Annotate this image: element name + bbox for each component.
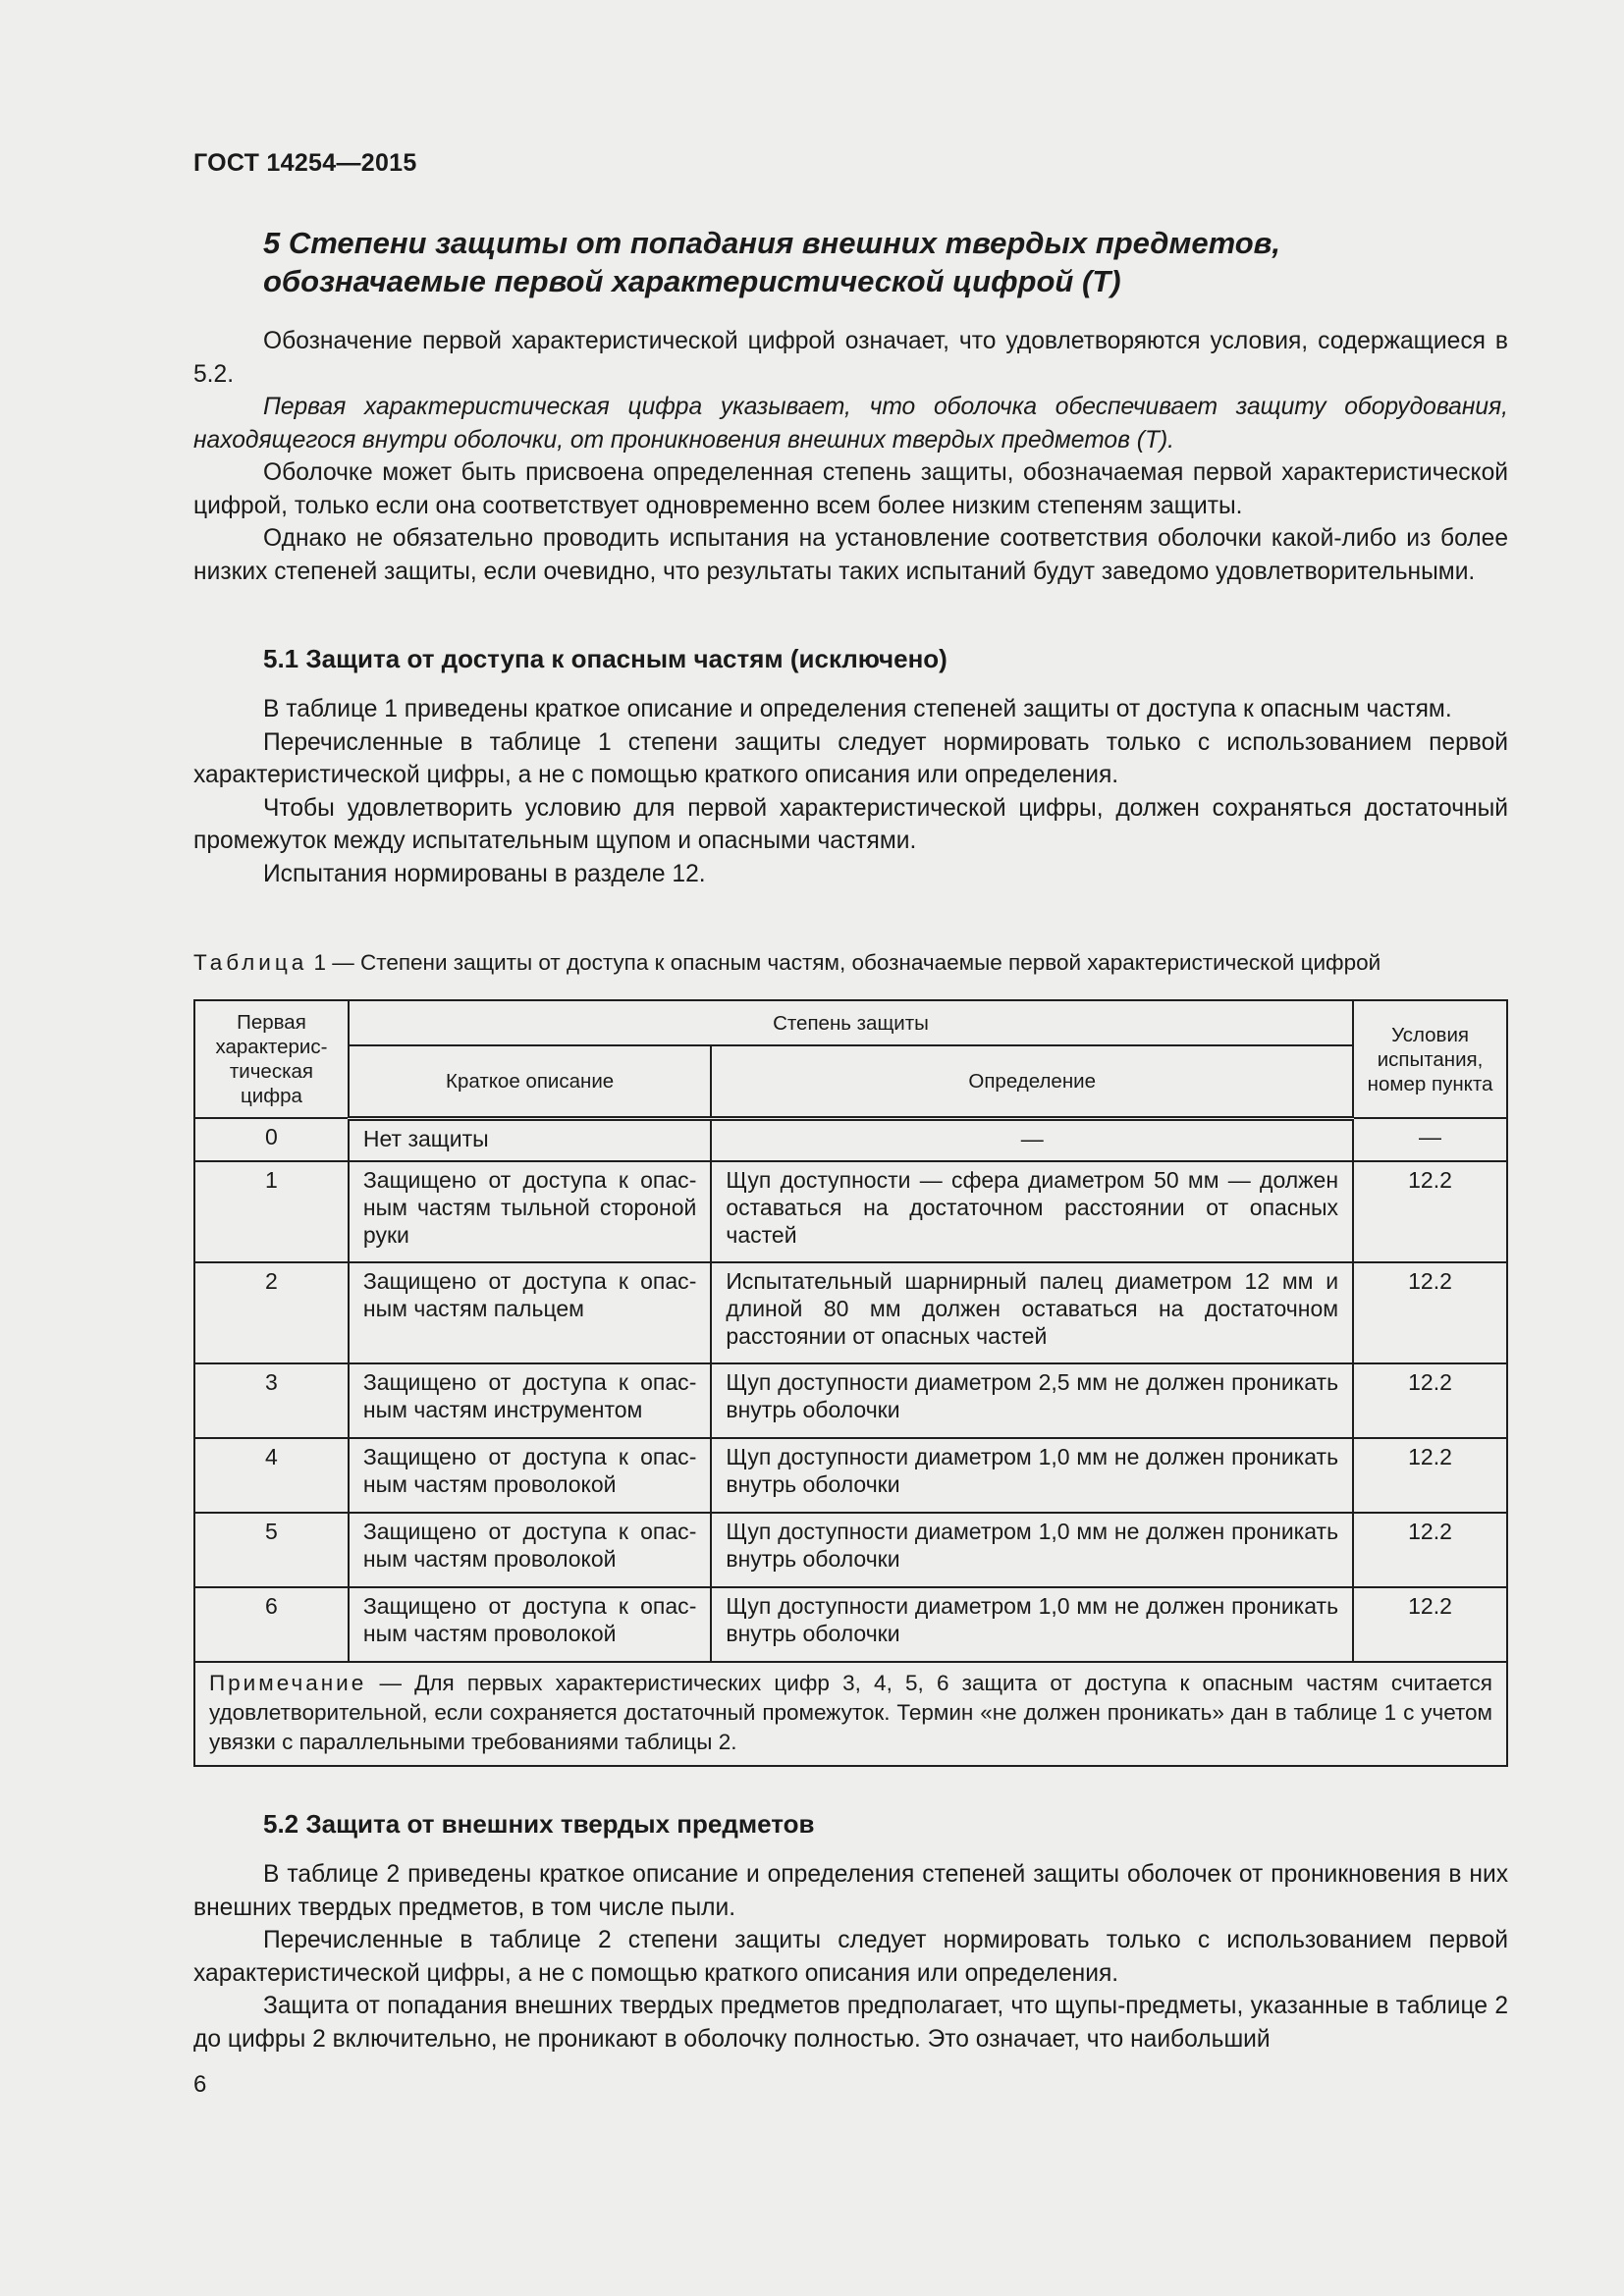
table-1 bbox=[193, 999, 1508, 1767]
paragraph: Защита от попадания внешних твердых предметов предполагает, что щупы-предметы, указанные в таблице 2 до цифры 2 включительно, не проникают в оболочку полностью. Это означает, что наибольший bbox=[193, 1993, 1508, 2053]
table-note-row bbox=[194, 1662, 1507, 1766]
document-header: ГОСТ 14254—2015 bbox=[193, 149, 417, 177]
cell-digit: 0 bbox=[194, 1118, 349, 1161]
cell-definition: Щуп доступности диаметром 1,0 мм не должен проникать внутрь оболочки bbox=[711, 1513, 1353, 1587]
header-definition: Определение bbox=[711, 1045, 1353, 1118]
cell-clause: 12.2 bbox=[1353, 1161, 1507, 1262]
section-5-title: 5 Степени защиты от попадания внешних твердых предметов, обозначаемые первой характеристической цифрой (Т) bbox=[263, 226, 1281, 298]
cell-definition: Щуп доступности — сфера диаметром 50 мм — должен оставаться на достаточном расстоянии от опасных частей bbox=[711, 1161, 1353, 1262]
table-row bbox=[194, 1161, 1507, 1262]
cell-digit: 1 bbox=[194, 1161, 349, 1262]
section-5-2-title: 5.2 Защита от внешних твердых предметов bbox=[263, 1809, 815, 1839]
cell-definition: Щуп доступности диаметром 1,0 мм не должен проникать внутрь оболочки bbox=[711, 1438, 1353, 1513]
page-number: 6 bbox=[193, 2071, 207, 2098]
header-conditions: Условия испытания, номер пункта bbox=[1353, 1000, 1507, 1118]
section-5-body bbox=[193, 325, 1508, 588]
cell-short: Защищено от доступа к опасным частям проволокой bbox=[349, 1587, 711, 1662]
note-text: — Для первых характеристических цифр 3, 4, 5, 6 защита от доступа к опасным частям считается удовлетворительной, если сохраняется достаточный промежуток. Термин «не должен проникать» дан в таблице 1 с учетом увязки с параллельными требованиями таблицы 2. bbox=[209, 1671, 1492, 1754]
table-note bbox=[194, 1662, 1507, 1766]
cell-short: Защищено от доступа к опасным частям проволокой bbox=[349, 1438, 711, 1513]
cell-short: Защищено от доступа к опасным частям инструментом bbox=[349, 1363, 711, 1438]
table-caption-label: Таблица bbox=[193, 950, 308, 975]
cell-digit: 4 bbox=[194, 1438, 349, 1513]
cell-definition: Испытательный шарнирный палец диаметром 12 мм и длиной 80 мм должен оставаться на достаточном расстоянии от опасных частей bbox=[711, 1262, 1353, 1363]
cell-short: Защищено от доступа к опасным частям пальцем bbox=[349, 1262, 711, 1363]
cell-clause: 12.2 bbox=[1353, 1438, 1507, 1513]
cell-short: Защищено от доступа к опасным частям проволокой bbox=[349, 1513, 711, 1587]
cell-digit: 2 bbox=[194, 1262, 349, 1363]
note-label: Примечание bbox=[209, 1671, 367, 1695]
paragraph: Перечисленные в таблице 2 степени защиты следует нормировать только с использованием первой характеристической цифры, а не с помощью краткого описания или определения. bbox=[193, 1927, 1508, 1987]
cell-digit: 5 bbox=[194, 1513, 349, 1587]
table-row bbox=[194, 1262, 1507, 1363]
cell-clause: — bbox=[1353, 1118, 1507, 1161]
section-5-1-title: 5.1 Защита от доступа к опасным частям (исключено) bbox=[263, 644, 947, 673]
header-short-description: Краткое описание bbox=[349, 1045, 711, 1118]
cell-definition: Щуп доступности диаметром 1,0 мм не должен проникать внутрь оболочки bbox=[711, 1587, 1353, 1662]
table-row bbox=[194, 1363, 1507, 1438]
header-digit: Первая характеристическая цифра bbox=[194, 1000, 349, 1118]
cell-digit: 6 bbox=[194, 1587, 349, 1662]
cell-clause: 12.2 bbox=[1353, 1363, 1507, 1438]
paragraph: Оболочке может быть присвоена определенная степень защиты, обозначаемая первой характеристической цифрой, только если она соответствует одновременно всем более низким степеням защиты. bbox=[193, 459, 1508, 519]
cell-short: Защищено от доступа к опасным частям тыльной стороной руки bbox=[349, 1161, 711, 1262]
paragraph: Перечисленные в таблице 1 степени защиты следует нормировать только с использованием первой характеристической цифры, а не с помощью краткого описания или определения. bbox=[193, 728, 1508, 788]
table-1-caption bbox=[193, 950, 1508, 976]
table-caption-text: 1 — Степени защиты от доступа к опасным частям, обозначаемые первой характеристической цифрой bbox=[313, 950, 1381, 975]
cell-definition: — bbox=[711, 1118, 1353, 1161]
cell-clause: 12.2 bbox=[1353, 1513, 1507, 1587]
paragraph: В таблице 1 приведены краткое описание и определения степеней защиты от доступа к опасным частям. bbox=[263, 696, 1452, 722]
paragraph: Чтобы удовлетворить условию для первой характеристической цифры, должен сохраняться достаточный промежуток между испытательным щупом и опасными частями. bbox=[193, 794, 1508, 854]
cell-definition: Щуп доступности диаметром 2,5 мм не должен проникать внутрь оболочки bbox=[711, 1363, 1353, 1438]
table-row bbox=[194, 1587, 1507, 1662]
header-degree: Степень защиты bbox=[349, 1000, 1353, 1045]
cell-clause: 12.2 bbox=[1353, 1587, 1507, 1662]
section-5-1-body bbox=[193, 693, 1508, 890]
paragraph: Испытания нормированы в разделе 12. bbox=[263, 860, 706, 887]
cell-clause: 12.2 bbox=[1353, 1262, 1507, 1363]
table-row bbox=[194, 1118, 1507, 1161]
cell-short: Нет защиты bbox=[349, 1118, 711, 1161]
table-row bbox=[194, 1438, 1507, 1513]
paragraph: Обозначение первой характеристической цифрой означает, что удовлетворяются условия, содержащиеся в 5.2. bbox=[193, 328, 1508, 388]
paragraph: В таблице 2 приведены краткое описание и определения степеней защиты оболочек от проникновения в них внешних твердых предметов, в том числе пыли. bbox=[193, 1861, 1508, 1921]
cell-digit: 3 bbox=[194, 1363, 349, 1438]
table-row bbox=[194, 1513, 1507, 1587]
paragraph: Однако не обязательно проводить испытания на установление соответствия оболочки какой-либо из более низких степеней защиты, если очевидно, что результаты таких испытаний будут заведомо удовлетворительными. bbox=[193, 525, 1508, 585]
section-5-2-body bbox=[193, 1858, 1508, 2056]
paragraph-italic: Первая характеристическая цифра указывает, что оболочка обеспечивает защиту оборудования, находящегося внутри оболочки, от проникновения внешних твердых предметов (Т). bbox=[193, 394, 1508, 454]
